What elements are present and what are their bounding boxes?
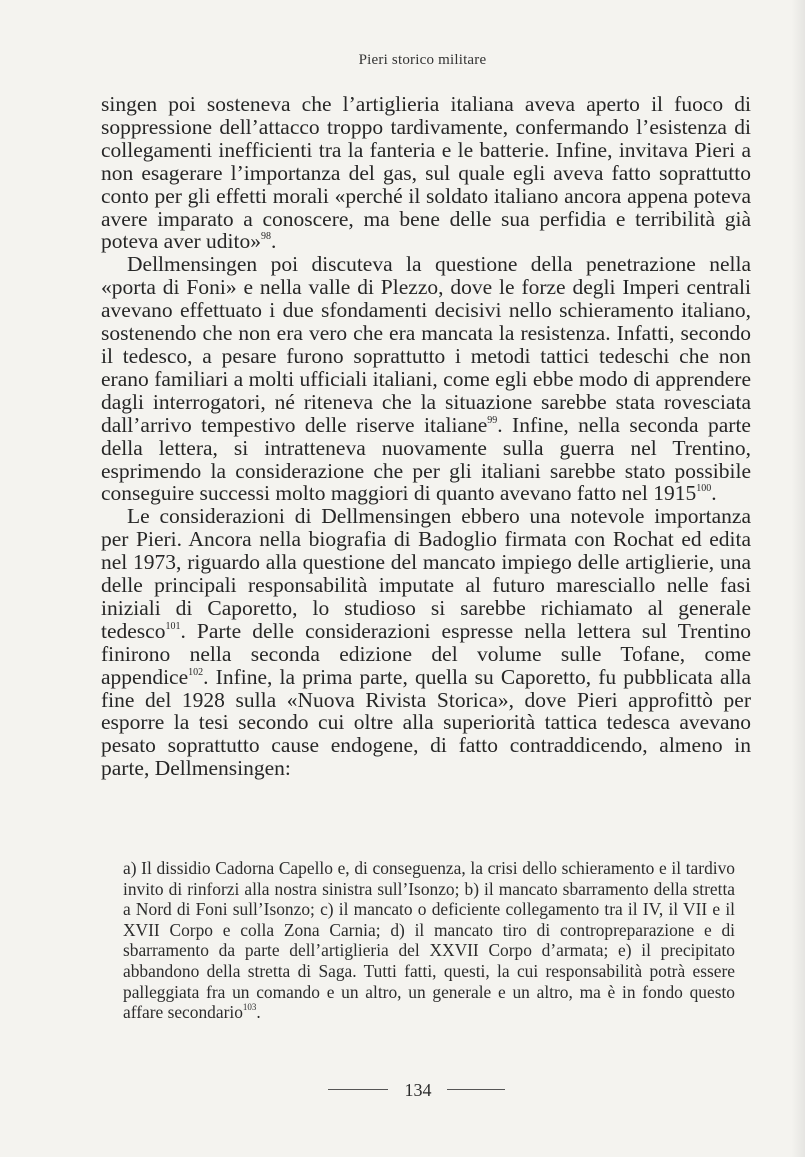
running-head: Pieri storico militare	[358, 52, 487, 68]
text-segment: . Infine, nella seconda parte della lettera, si intratteneva nuovamente sulla guerra nel Trentino, esprimendo la considerazione che per gli italiani sarebbe stato possibile conseguire successi molto maggiori di quanto avevano fatto nel 1915	[101, 412, 751, 506]
footnote-marker: 101	[165, 620, 181, 632]
footnote-marker: 99	[487, 414, 498, 426]
footer-rule-right	[447, 1089, 505, 1090]
footnote-marker: 100	[696, 483, 712, 495]
paragraph	[101, 253, 751, 505]
text-segment: .	[256, 1002, 261, 1023]
text-segment: singen poi sosteneva che l’artiglieria italiana aveva aperto il fuoco di soppressione dell’attacco troppo tardivamente, confermando l’esistenza di collegamenti inefficienti tra la fanteria e le batterie. Infine, invitava Pieri a non esagerare l’importanza del gas, sul quale egli aveva fatto soprattutto conto per gli effetti morali «perché il soldato italiano ancora appena poteva avere imparato a conoscere, ma bene delle sua perfidia e terribilità già poteva aver udito»	[101, 92, 751, 254]
block-quotation	[123, 858, 735, 1023]
page-edge-shadow	[791, 0, 805, 1157]
footnote-marker: 103	[242, 1002, 257, 1013]
text-segment: . Parte delle considerazioni espresse nella lettera sul Trentino finirono nella seconda edizione del volume sulle Tofane, come appendice	[101, 618, 751, 689]
page-number: 134	[404, 1080, 432, 1100]
text-segment: . Infine, la prima parte, quella su Caporetto, fu pubblicata alla fine del 1928 sulla «Nuova Rivista Storica», dove Pieri approfittò per esporre la tesi secondo cui oltre alla superiorità tattica tedesca avevano pesato soprattutto cause endogene, di fatto contraddicendo, almeno in parte, Dellmensingen:	[101, 664, 751, 781]
page-footer	[0, 1080, 805, 1104]
quotation-paragraph	[123, 858, 735, 1023]
footer-rule-left	[328, 1089, 388, 1090]
text-segment: a) Il dissidio Cadorna Capello e, di conseguenza, la crisi dello schieramento e il tardivo invito di rinforzi alla nostra sinistra sull’Isonzo; b) il mancato sbarramento della stretta a Nord di Foni sull’Isonzo; c) il mancato o deficiente collegamento tra il IV, il VII e il XVII Corpo e colla Zona Carnia; d) il mancato tiro di contropreparazione e di sbarramento da parte dell’artiglieria del XXVII Corpo d’armata; e) il precipitato abbandono della stretta di Saga. Tutti fatti, questi, la cui responsabilità potrà essere palleggiata fra un comando e un altro, un generale e un altro, ma è in fondo questo affare secondario	[123, 858, 735, 1023]
text-segment: Le considerazioni di Dellmensingen ebbero una notevole importanza per Pieri. Ancora nella biografia di Badoglio firmata con Rochat ed edita nel 1973, riguardo alla questione del mancato impiego delle artiglierie, una delle principali responsabilità imputate al futuro maresciallo nelle fasi iniziali di Caporetto, lo studioso si sarebbe richiamato al generale tedesco	[101, 504, 751, 643]
text-segment: .	[271, 229, 277, 254]
footnote-marker: 102	[188, 666, 204, 678]
footnote-marker: 98	[261, 231, 272, 243]
paragraph	[101, 505, 751, 780]
paragraph	[101, 93, 751, 253]
text-segment: Dellmensingen poi discuteva la questione della penetrazione nella «porta di Foni» e nella valle di Plezzo, dove le forze degli Imperi centrali avevano effettuato i due sfondamenti decisivi nello schieramento italiano, sostenendo che non era vero che era mancata la resistenza. Infatti, secondo il tedesco, a pesare furono soprattutto i metodi tattici tedeschi che non erano familiari a molti ufficiali italiani, come egli ebbe modo di apprendere dagli interrogatori, né riteneva che la situazione sarebbe stata rovesciata dall’arrivo tempestivo delle riserve italiane	[101, 252, 751, 437]
body-text	[101, 93, 751, 780]
text-segment: .	[711, 481, 717, 506]
